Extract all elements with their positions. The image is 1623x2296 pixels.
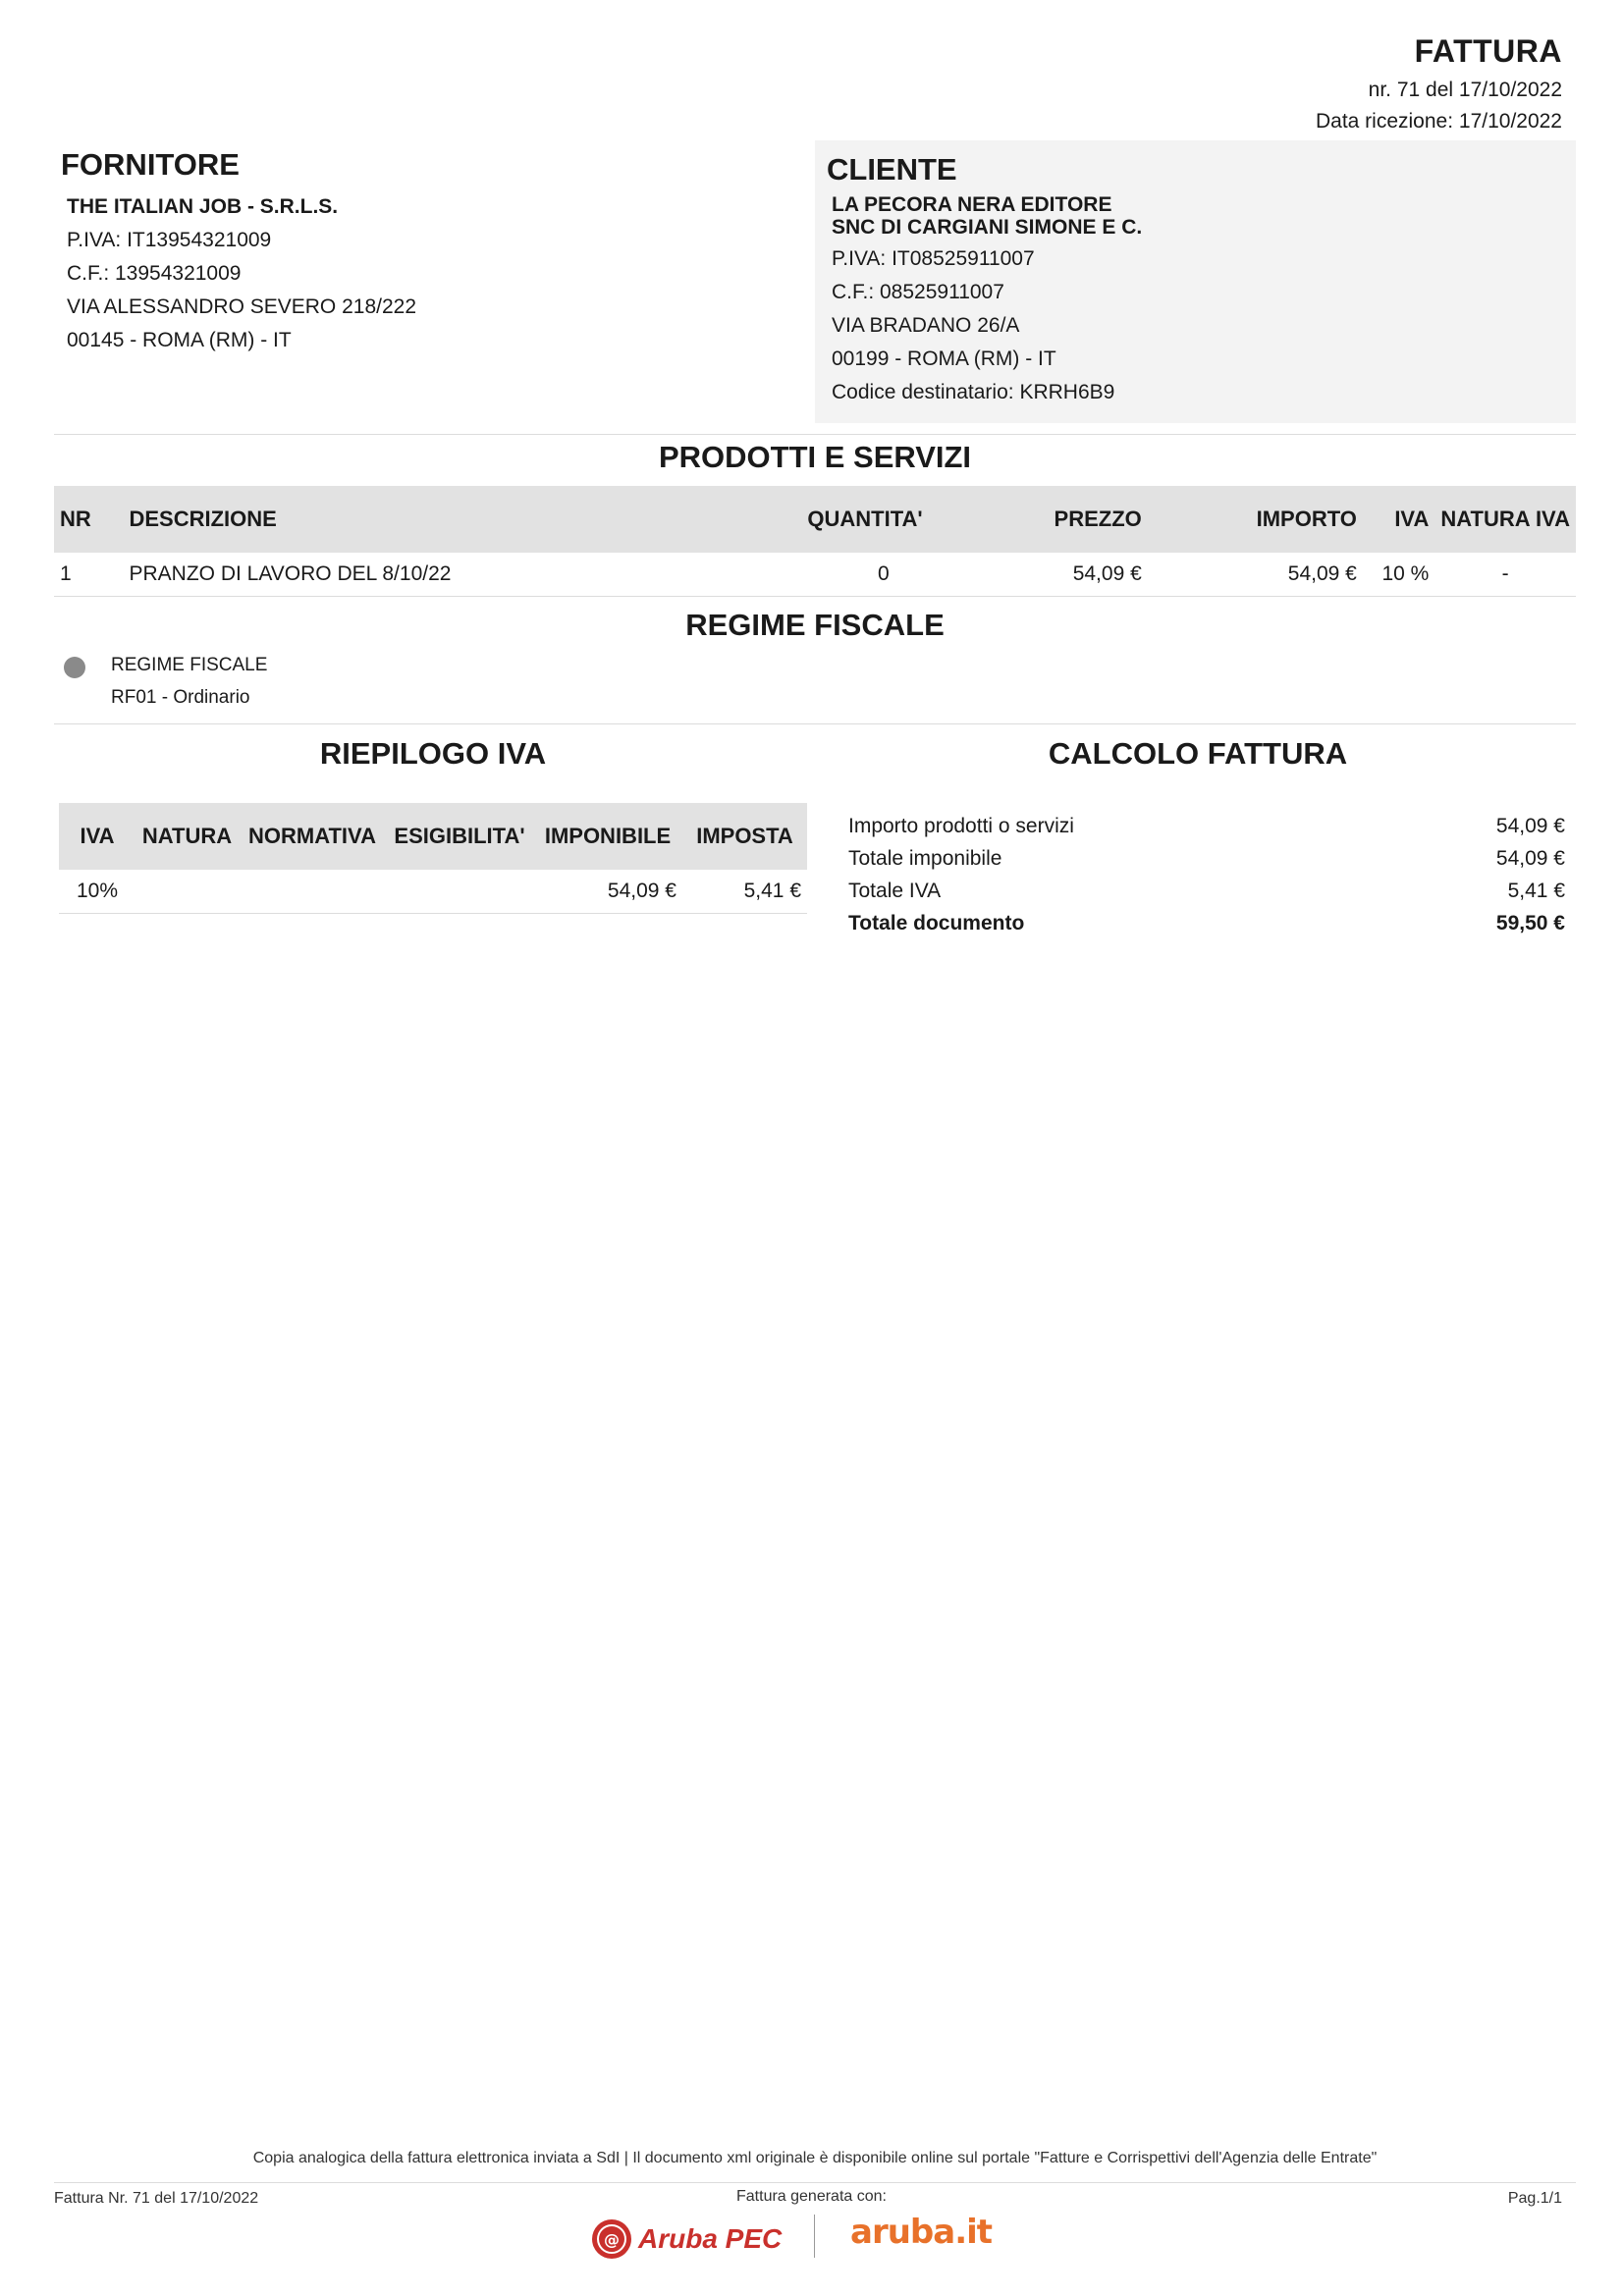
- products-table: [54, 486, 1576, 597]
- cell-iva: 10%: [59, 870, 135, 914]
- aruba-pec-logo: [589, 2216, 782, 2262]
- footer-page-number: Pag.1/1: [1507, 2190, 1562, 2207]
- calc-value: 54,09 €: [1495, 847, 1565, 870]
- cell-nr: 1: [54, 553, 123, 597]
- regime-section-title: REGIME FISCALE: [685, 608, 945, 642]
- client-name-line1: LA PECORA NERA EDITORE: [832, 193, 1112, 216]
- col-natura: NATURA: [135, 803, 239, 870]
- col-iva: IVA: [1363, 486, 1435, 553]
- cell-importo: 54,09 €: [1148, 553, 1363, 597]
- col-descrizione: DESCRIZIONE: [123, 486, 652, 553]
- col-prezzo: PREZZO: [929, 486, 1148, 553]
- cell-descrizione: PRANZO DI LAVORO DEL 8/10/22: [123, 553, 652, 597]
- col-nr: NR: [54, 486, 123, 553]
- col-esigibilita: ESIGIBILITA': [386, 803, 533, 870]
- bullet-icon: [64, 657, 85, 678]
- cell-iva: 10 %: [1363, 553, 1435, 597]
- supplier-block: [61, 147, 807, 357]
- calc-label: Totale IVA: [848, 880, 942, 902]
- client-title: CLIENTE: [827, 152, 957, 187]
- invoice-calc-block: [848, 810, 1565, 939]
- calc-row-imponibile: [848, 842, 1565, 875]
- supplier-piva: P.IVA: IT13954321009: [67, 229, 272, 251]
- client-block: [815, 140, 1576, 423]
- supplier-cf: C.F.: 13954321009: [67, 262, 242, 285]
- col-natura-iva: NATURA IVA: [1434, 486, 1576, 553]
- supplier-city: 00145 - ROMA (RM) - IT: [67, 329, 292, 351]
- calc-label: Importo prodotti o servizi: [848, 815, 1074, 837]
- vat-summary-header-row: [59, 803, 807, 870]
- invoice-calc-title: CALCOLO FATTURA: [1048, 736, 1348, 771]
- table-row: [59, 870, 807, 914]
- client-piva: P.IVA: IT08525911007: [832, 247, 1035, 270]
- calc-label: Totale imponibile: [848, 847, 1002, 870]
- calc-row-totale: [848, 907, 1565, 939]
- col-normativa: NORMATIVA: [239, 803, 386, 870]
- cell-natura-iva: -: [1434, 553, 1576, 597]
- document-title: FATTURA: [1414, 33, 1562, 69]
- calc-row-importo: [848, 810, 1565, 842]
- invoice-number: nr. 71 del 17/10/2022: [1368, 79, 1562, 101]
- client-cf: C.F.: 08525911007: [832, 281, 1004, 303]
- regime-label: REGIME FISCALE: [111, 655, 268, 675]
- client-address: VIA BRADANO 26/A: [832, 314, 1020, 337]
- footer-invoice-ref: Fattura Nr. 71 del 17/10/2022: [54, 2190, 259, 2207]
- client-city: 00199 - ROMA (RM) - IT: [832, 347, 1056, 370]
- regime-value: RF01 - Ordinario: [111, 687, 250, 708]
- calc-value: 54,09 €: [1495, 815, 1565, 837]
- col-iva: IVA: [59, 803, 135, 870]
- cell-quantita: 0: [652, 553, 928, 597]
- vat-summary-title: RIEPILOGO IVA: [319, 736, 547, 771]
- col-importo: IMPORTO: [1148, 486, 1363, 553]
- divider: [54, 723, 1576, 724]
- footer-generated-with: Fattura generata con:: [736, 2188, 887, 2205]
- col-imponibile: IMPONIBILE: [533, 803, 682, 870]
- cell-imponibile: 54,09 €: [533, 870, 682, 914]
- aruba-it-wordmark: aruba.it: [850, 2213, 993, 2252]
- products-section-title: PRODOTTI E SERVIZI: [658, 440, 972, 474]
- cell-normativa: [239, 870, 386, 914]
- aruba-pec-wordmark: Aruba PEC: [638, 2223, 783, 2254]
- cell-prezzo: 54,09 €: [929, 553, 1148, 597]
- table-row: [54, 553, 1576, 597]
- aruba-pec-seal-icon: [589, 2216, 634, 2262]
- footer-divider: [54, 2182, 1576, 2183]
- supplier-title: FORNITORE: [61, 147, 240, 182]
- calc-label: Totale documento: [848, 912, 1025, 934]
- calc-value: 59,50 €: [1495, 912, 1565, 934]
- calc-row-iva: [848, 875, 1565, 907]
- client-recipient-code: Codice destinatario: KRRH6B9: [832, 381, 1115, 403]
- cell-natura: [135, 870, 239, 914]
- cell-esigibilita: [386, 870, 533, 914]
- aruba-it-logo: [850, 2213, 992, 2252]
- logo-separator: [814, 2215, 815, 2258]
- received-date: Data ricezione: 17/10/2022: [1315, 110, 1562, 133]
- client-name-line2: SNC DI CARGIANI SIMONE E C.: [832, 216, 1143, 239]
- svg-text:@: @: [604, 2230, 620, 2249]
- supplier-name: THE ITALIAN JOB - S.R.L.S.: [67, 195, 339, 218]
- footer-note: Copia analogica della fattura elettronica inviata a SdI | Il documento xml originale è disponibile online sul portale "Fatture e Corrispettivi dell'Agenzia delle Entrate": [252, 2150, 1378, 2166]
- supplier-address: VIA ALESSANDRO SEVERO 218/222: [67, 295, 417, 318]
- divider: [54, 434, 1576, 435]
- col-imposta: IMPOSTA: [682, 803, 807, 870]
- col-quantita: QUANTITA': [652, 486, 928, 553]
- calc-value: 5,41 €: [1507, 880, 1565, 902]
- cell-imposta: 5,41 €: [682, 870, 807, 914]
- vat-summary-table: [59, 803, 807, 914]
- products-header-row: [54, 486, 1576, 553]
